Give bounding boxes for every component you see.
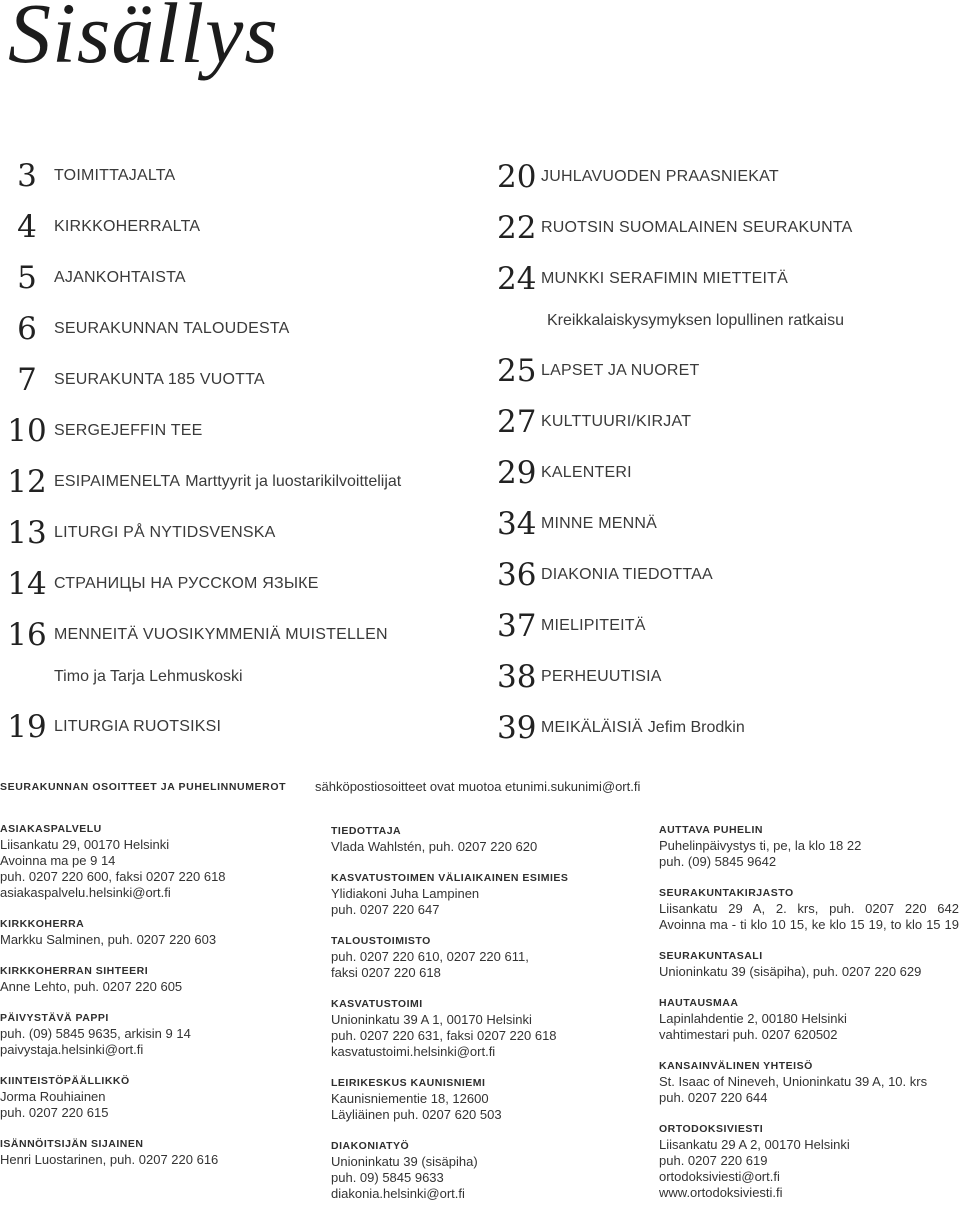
toc-entry — [4, 252, 444, 303]
contact-line: puh. (09) 5845 9642 — [659, 854, 777, 869]
toc-entry-title: LITURGI PÅ NYTIDSVENSKA — [54, 523, 276, 541]
contact-line: puh. 0207 220 600, faksi 0207 220 618 — [0, 869, 226, 884]
contact-email: ortodoksiviesti@ort.fi — [659, 1169, 780, 1184]
toc-page-number: 25 — [497, 352, 537, 389]
toc-entry-title: KULTTUURI/KIRJAT — [541, 412, 692, 430]
contact-block — [0, 1136, 320, 1168]
toc-entry — [4, 701, 444, 752]
contact-line: Liisankatu 29, 00170 Helsinki — [0, 837, 170, 852]
contact-block-title: KIRKKOHERRA — [0, 918, 85, 930]
contact-line: puh. (09) 5845 9635, arkisin 9 14 — [0, 1026, 191, 1041]
toc-page-number: 5 — [17, 259, 37, 296]
contact-block — [659, 885, 959, 933]
toc-entry-title: MINNE MENNÄ — [541, 514, 657, 532]
contact-block — [331, 870, 651, 918]
contact-line: Puhelinpäivystys ti, pe, la klo 18 22 — [659, 838, 862, 853]
contact-block-title: PÄIVYSTÄVÄ PAPPI — [0, 1012, 109, 1024]
contact-block — [0, 821, 320, 901]
toc-page-number: 29 — [497, 454, 537, 491]
contact-line: Avoinna ma - ti klo 10 15, ke klo 15 19, to klo 15 19 — [659, 917, 959, 932]
contact-line: Lapinlahdentie 2, 00180 Helsinki — [659, 1011, 847, 1026]
toc-entry — [497, 396, 937, 447]
contact-block — [659, 822, 959, 870]
toc-entry-subtitle: Kreikkalaiskysymyksen lopullinen ratkaisu — [547, 312, 845, 329]
toc-page-number: 22 — [497, 209, 537, 246]
toc-entry — [497, 498, 937, 549]
contact-block-title: SEURAKUNTAKIRJASTO — [659, 887, 794, 899]
toc-entry — [4, 558, 444, 609]
contact-block-title: KASVATUSTOIMI — [331, 998, 423, 1010]
contact-line: vahtimestari puh. 0207 620502 — [659, 1027, 838, 1042]
contact-email: asiakaspalvelu.helsinki@ort.fi — [0, 885, 171, 900]
toc-entry — [497, 651, 937, 702]
toc-entry-title: SEURAKUNNAN TALOUDESTA — [54, 319, 290, 337]
toc-page-number: 39 — [497, 709, 537, 746]
contacts-column-1 — [0, 821, 320, 1183]
toc-entry — [4, 507, 444, 558]
contact-email: paivystaja.helsinki@ort.fi — [0, 1042, 144, 1057]
contact-email: kasvatustoimi.helsinki@ort.fi — [331, 1044, 496, 1059]
toc-right-column — [497, 151, 937, 753]
contacts-header — [0, 779, 960, 795]
toc-entry — [497, 345, 937, 396]
contact-line: puh. 0207 220 615 — [0, 1105, 109, 1120]
contact-line: Unioninkatu 39 (sisäpiha) — [331, 1154, 478, 1169]
contact-block — [331, 933, 651, 981]
contact-block-title: TIEDOTTAJA — [331, 825, 402, 837]
toc-entry-extra: Jefim Brodkin — [647, 718, 745, 736]
toc-entry-title: SERGEJEFFIN TEE — [54, 421, 203, 439]
toc-entry-title: MIELIPITEITÄ — [541, 616, 646, 634]
contact-line: St. Isaac of Nineveh, Unioninkatu 39 A, 10. krs — [659, 1074, 928, 1089]
toc-entry-title: PERHEUUTISIA — [541, 667, 662, 685]
toc-entry-title: TOIMITTAJALTA — [54, 166, 176, 184]
page-title: Sisällys — [8, 0, 279, 81]
contact-block-title: DIAKONIATYÖ — [331, 1140, 410, 1152]
toc-entry-title: SEURAKUNTA 185 VUOTTA — [54, 370, 265, 388]
contact-block — [659, 995, 959, 1043]
contact-line: puh. 0207 220 644 — [659, 1090, 768, 1105]
contact-block-title: TALOUSTOIMISTO — [331, 935, 431, 947]
toc-page-number: 19 — [7, 708, 47, 745]
contact-block — [331, 823, 651, 855]
contact-block — [659, 1121, 959, 1201]
toc-entry — [4, 405, 444, 456]
toc-page-number: 20 — [497, 158, 537, 195]
contact-line: Vlada Wahlstén, puh. 0207 220 620 — [331, 839, 538, 854]
contact-block — [0, 963, 320, 995]
contact-line: Markku Salminen, puh. 0207 220 603 — [0, 932, 217, 947]
contact-line: Jorma Rouhiainen — [0, 1089, 106, 1104]
contact-block — [331, 1075, 651, 1123]
contact-line: Kaunisniementie 18, 12600 — [331, 1091, 489, 1106]
contact-block — [0, 916, 320, 948]
contact-block-title: LEIRIKESKUS KAUNISNIEMI — [331, 1077, 486, 1089]
toc-entry-title: KALENTERI — [541, 463, 632, 481]
contact-block-title: KANSAINVÄLINEN YHTEISÖ — [659, 1060, 813, 1072]
contact-block-title: AUTTAVA PUHELIN — [659, 824, 763, 836]
toc-entry — [4, 354, 444, 405]
contact-line: faksi 0207 220 618 — [331, 965, 441, 980]
contact-block — [0, 1073, 320, 1121]
contact-block-title: KIINTEISTÖPÄÄLLIKKÖ — [0, 1075, 130, 1087]
contacts-heading: SEURAKUNNAN OSOITTEET JA PUHELINNUMEROT — [0, 781, 287, 793]
toc-entry — [497, 549, 937, 600]
contact-line: Läyliäinen puh. 0207 620 503 — [331, 1107, 502, 1122]
contact-line: puh. 0207 220 610, 0207 220 611, — [331, 949, 529, 964]
toc-entry — [4, 150, 444, 201]
toc-page-number: 38 — [497, 658, 537, 695]
toc-page-number: 6 — [17, 310, 37, 347]
contact-block-title: ORTODOKSIVIESTI — [659, 1123, 764, 1135]
toc-entry — [497, 202, 937, 253]
toc-entry-title: ESIPAIMENELTA — [54, 472, 181, 490]
contact-line: puh. 0207 220 647 — [331, 902, 440, 917]
contact-line: puh. 09) 5845 9633 — [331, 1170, 444, 1185]
toc-entry-title: DIAKONIA TIEDOTTAA — [541, 565, 713, 583]
toc-entry-title: LITURGIA RUOTSIKSI — [54, 717, 222, 735]
toc-entry-title: RUOTSIN SUOMALAINEN SEURAKUNTA — [541, 218, 853, 236]
toc-page-number: 27 — [497, 403, 537, 440]
toc-page-number: 12 — [7, 463, 47, 500]
toc-entry-title: AJANKOHTAISTA — [54, 268, 186, 286]
contact-block — [0, 1010, 320, 1058]
toc-entry — [4, 303, 444, 354]
contact-email: diakonia.helsinki@ort.fi — [331, 1186, 465, 1201]
contact-line: Liisankatu 29 A 2, 00170 Helsinki — [659, 1137, 850, 1152]
toc-page-number: 24 — [497, 260, 537, 297]
toc-page-number: 4 — [17, 208, 37, 245]
toc-entry-title: LAPSET JA NUORET — [541, 361, 700, 379]
contact-line: puh. 0207 220 631, faksi 0207 220 618 — [331, 1028, 557, 1043]
toc-page-number: 10 — [7, 412, 47, 449]
contact-website: www.ortodoksiviesti.fi — [659, 1185, 783, 1200]
contact-block-title: HAUTAUSMAA — [659, 997, 739, 1009]
toc-page-number: 14 — [7, 565, 47, 602]
contact-block — [659, 948, 959, 980]
toc-entry-extra: Marttyyrit ja luostarikilvoittelijat — [185, 472, 402, 490]
contact-line: Anne Lehto, puh. 0207 220 605 — [0, 979, 183, 994]
toc-entry — [497, 600, 937, 651]
contact-line: Avoinna ma pe 9 14 — [0, 853, 116, 868]
toc-page-number: 7 — [17, 361, 37, 398]
contact-line: Henri Luostarinen, puh. 0207 220 616 — [0, 1152, 219, 1167]
contact-block-title: SEURAKUNTASALI — [659, 950, 763, 962]
contact-line: Unioninkatu 39 A 1, 00170 Helsinki — [331, 1012, 532, 1027]
contact-block-title: ISÄNNÖITSIJÄN SIJAINEN — [0, 1138, 144, 1150]
contact-line: Unioninkatu 39 (sisäpiha), puh. 0207 220 629 — [659, 964, 922, 979]
toc-entry — [4, 609, 444, 660]
contacts-column-3 — [659, 822, 959, 1216]
toc-entry-title: MEIKÄLÄISIÄ — [541, 718, 643, 736]
toc-page-number: 13 — [7, 514, 47, 551]
toc-page-number: 3 — [17, 157, 37, 194]
toc-page-number: 36 — [497, 556, 537, 593]
toc-entry — [497, 447, 937, 498]
contacts-column-2 — [331, 823, 651, 1217]
toc-left-column — [4, 150, 444, 752]
toc-entry-title: MUNKKI SERAFIMIN MIETTEITÄ — [541, 269, 788, 287]
contact-block — [331, 1138, 651, 1202]
toc-entry-title: СТРАНИЦЫ НА РУССКОМ ЯЗЫКЕ — [54, 574, 319, 592]
contact-block-title: KASVATUSTOIMEN VÄLIAIKAINEN ESIMIES — [331, 872, 569, 884]
toc-entry — [497, 253, 937, 304]
toc-entry — [497, 151, 937, 202]
contact-line: Liisankatu 29 A, 2. krs, puh. 0207 220 642 — [659, 901, 959, 916]
toc-entry — [4, 456, 444, 507]
contact-line: puh. 0207 220 619 — [659, 1153, 768, 1168]
toc-entry-title: KIRKKOHERRALTA — [54, 217, 201, 235]
toc-entry-subtitle: Timo ja Tarja Lehmuskoski — [54, 668, 243, 685]
toc-entry — [4, 201, 444, 252]
contact-line: Ylidiakoni Juha Lampinen — [331, 886, 480, 901]
toc-page-number: 16 — [7, 616, 47, 653]
toc-entry-title: JUHLAVUODEN PRAASNIEKAT — [541, 167, 779, 185]
contact-block — [659, 1058, 959, 1106]
toc-page-number: 37 — [497, 607, 537, 644]
toc-entry-title: MENNEITÄ VUOSIKYMMENIÄ MUISTELLEN — [54, 625, 388, 643]
toc-entry — [497, 702, 937, 753]
contact-block — [331, 996, 651, 1060]
contacts-email-note: sähköpostiosoitteet ovat muotoa etunimi.sukunimi@ort.fi — [315, 779, 641, 794]
contact-block-title: KIRKKOHERRAN SIHTEERI — [0, 965, 149, 977]
contact-block-title: ASIAKASPALVELU — [0, 823, 102, 835]
toc-page-number: 34 — [497, 505, 537, 542]
